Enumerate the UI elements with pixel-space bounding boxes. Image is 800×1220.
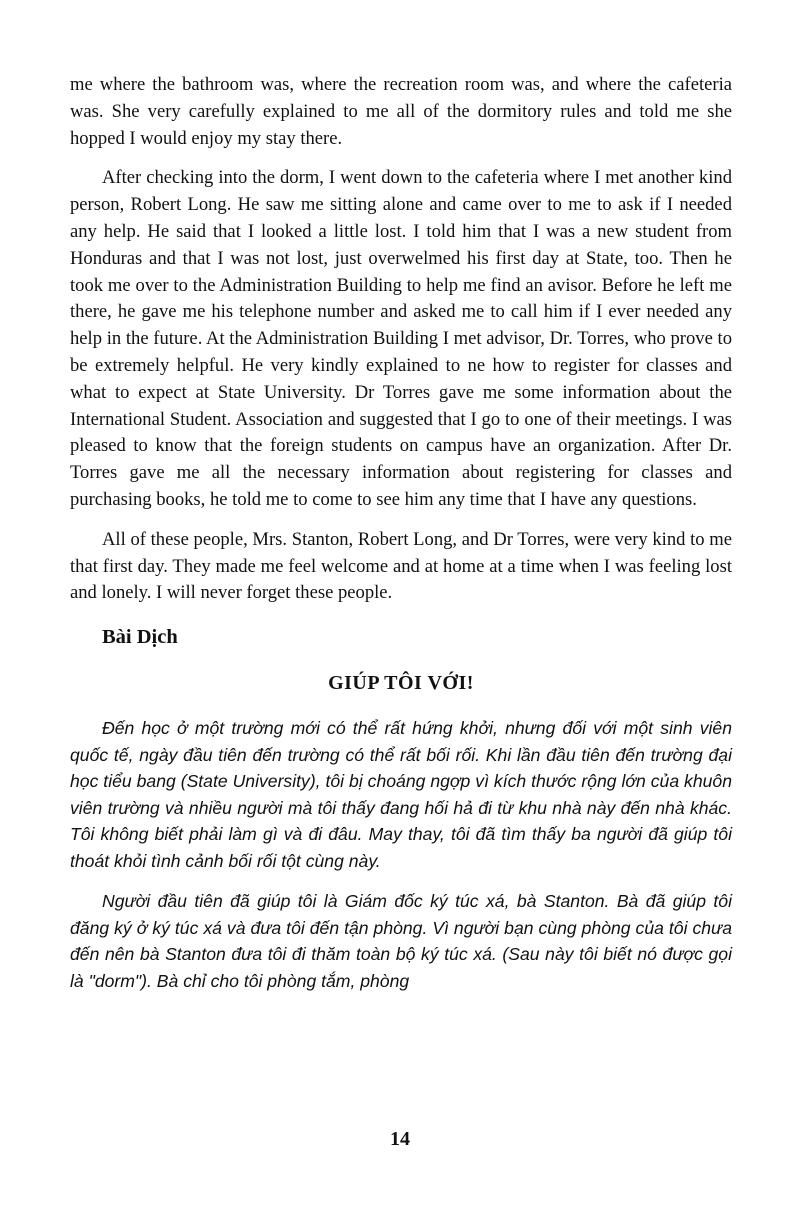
vietnamese-paragraph-2: Người đầu tiên đã giúp tôi là Giám đốc ký túc xá, bà Stanton. Bà đã giúp tôi đăng ký ở ký túc xá và đưa tôi đến tận phòng. Vì người bạn cùng phòng của tôi chưa đến nên bà Stanton đưa tôi đi thăm toàn bộ ký túc xá. (Sau này tôi biết nó được gọi là "dorm"). Bà chỉ cho tôi phòng tắm, phòng (70, 891, 732, 991)
translation-title: GIÚP TÔI VỚI! (328, 672, 474, 695)
document-page (70, 72, 732, 994)
english-paragraph-2: After checking into the dorm, I went down to the cafeteria where I met another kind person, Robert Long. He saw me sitting alone and came over to me to ask if I needed any help. He said that I looked a little lost. I told him that I was a new student from Honduras and that I was not lost, just overwelmed his first day at State, too. Then he took me over to the Administration Building to help me find an avisor. Before he left me there, he gave me his telephone number and asked me to call him if I ever needed any help in the future. At the Administration Building I met advisor, Dr. Torres, who prove to be extremely helpful. He very kindly explained to ne how to register for classes and what to expect at State University. Dr Torres gave me some information about the International Student. Association and suggested that I go to one of their meetings. I was pleased to know that the foreign students on campus have an organization. After Dr. Torres gave me all the necessary information about registering for classes and purchasing books, he told me to come to see him any time that I have any questions. (70, 167, 732, 510)
vietnamese-paragraph-1: Đến học ở một trường mới có thể rất hứng khởi, nhưng đối với một sinh viên quốc tế, ngày đầu tiên đến trường có thể rất bối rối. Khi lần đầu tiên đến trường đại học tiểu bang (State University), tôi bị choáng ngợp vì kích thước rộng lớn của khuôn viên trường và nhiều người mà tôi thấy đang hối hả đi từ khu nhà này đến nhà khác. Tôi không biết phải làm gì và đi đâu. May thay, tôi đã tìm thấy ba người đã giúp tôi thoát khỏi tình cảnh bối rối tột cùng này. (70, 718, 732, 871)
page-number: 14 (390, 1128, 410, 1150)
english-paragraph-3: All of these people, Mrs. Stanton, Robert Long, and Dr Torres, were very kind to me that first day. They made me feel welcome and at home at a time when I was feeling lost and lonely. I will never forget these people. (70, 528, 732, 604)
english-paragraph-1: me where the bathroom was, where the recreation room was, and where the cafeteria was. She very carefully explained to me all of the dormitory rules and told me she hopped I would enjoy my stay there. (70, 74, 732, 149)
section-heading: Bài Dịch (102, 626, 178, 649)
